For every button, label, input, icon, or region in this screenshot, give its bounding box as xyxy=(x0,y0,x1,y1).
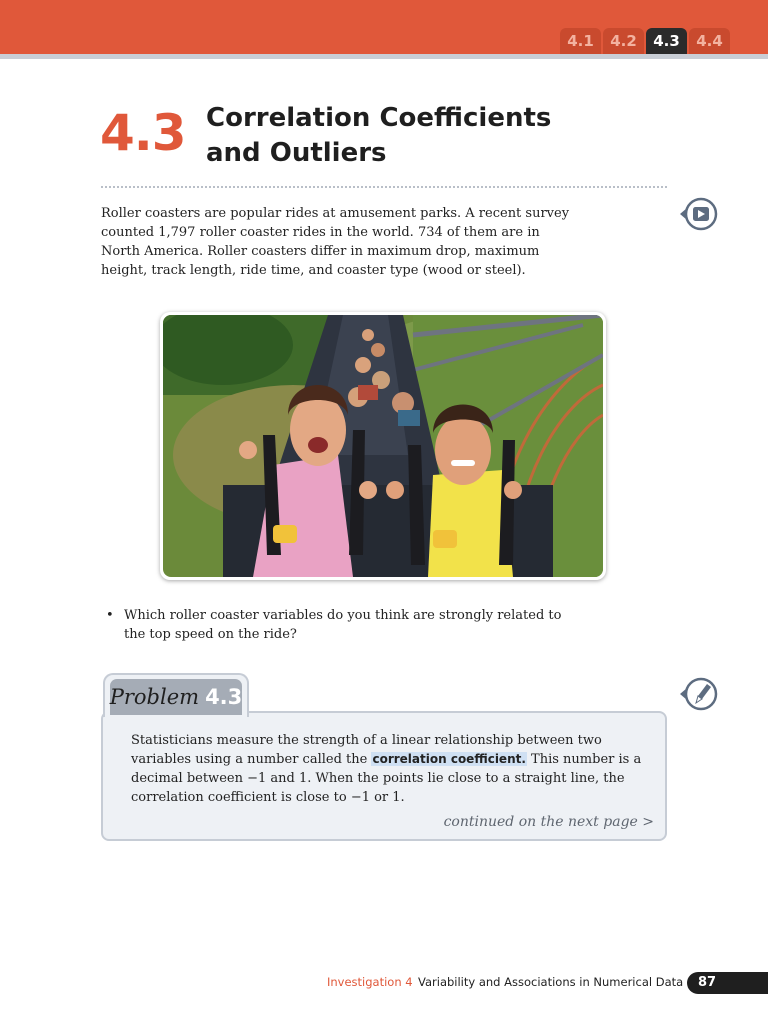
pencil-icon[interactable] xyxy=(678,676,720,712)
lesson-tabs xyxy=(560,28,730,54)
lesson-title-line1: Correlation Coefficients xyxy=(206,103,552,133)
continued-link[interactable]: continued on the next page > xyxy=(443,814,654,830)
bullet-mark: • xyxy=(106,608,114,623)
problem-word: Problem xyxy=(109,685,200,709)
question-text: Which roller coaster variables do you think are strongly related to the top speed on the ride? xyxy=(124,608,562,642)
roller-coaster-photo xyxy=(160,312,606,580)
problem-tab xyxy=(103,673,249,717)
discussion-question xyxy=(106,606,566,644)
lesson-title xyxy=(206,101,606,171)
lesson-number: 4.3 xyxy=(100,104,186,162)
page-number: 87 xyxy=(687,972,768,994)
problem-number: 4.3 xyxy=(205,685,243,709)
problem-text xyxy=(131,731,643,807)
intro-paragraph: Roller coasters are popular rides at amusement parks. A recent survey counted 1,797 roller coaster rides in the world. 734 of them are in North America. Roller coasters differ in maximum drop, maximum height, track length, ride time, and coaster type (wood or steel). xyxy=(101,206,570,278)
lesson-title-line2: and Outliers xyxy=(206,138,387,168)
problem-label xyxy=(110,679,242,715)
footer-investigation: Investigation 4 xyxy=(327,975,413,989)
coaster-riders-illustration xyxy=(163,315,603,577)
tab-4-1[interactable]: 4.1 xyxy=(560,28,601,54)
header-rule xyxy=(0,54,768,59)
tab-4-3[interactable]: 4.3 xyxy=(646,28,687,54)
tab-4-4[interactable]: 4.4 xyxy=(689,28,730,54)
footer-title: Variability and Associations in Numerical Data xyxy=(418,975,684,989)
problem-text-before: Statisticians measure the strength of a linear relationship between two variables using a number called the xyxy=(131,733,602,767)
tab-4-2[interactable]: 4.2 xyxy=(603,28,644,54)
title-divider xyxy=(101,186,667,188)
problem-text-after: This number is a decimal between −1 and 1. When the points lie close to a straight line, the correlation coefficient is close to −1 or 1. xyxy=(131,752,642,805)
vocab-term[interactable]: correlation coefficient. xyxy=(372,752,526,766)
video-play-icon[interactable] xyxy=(678,196,720,232)
